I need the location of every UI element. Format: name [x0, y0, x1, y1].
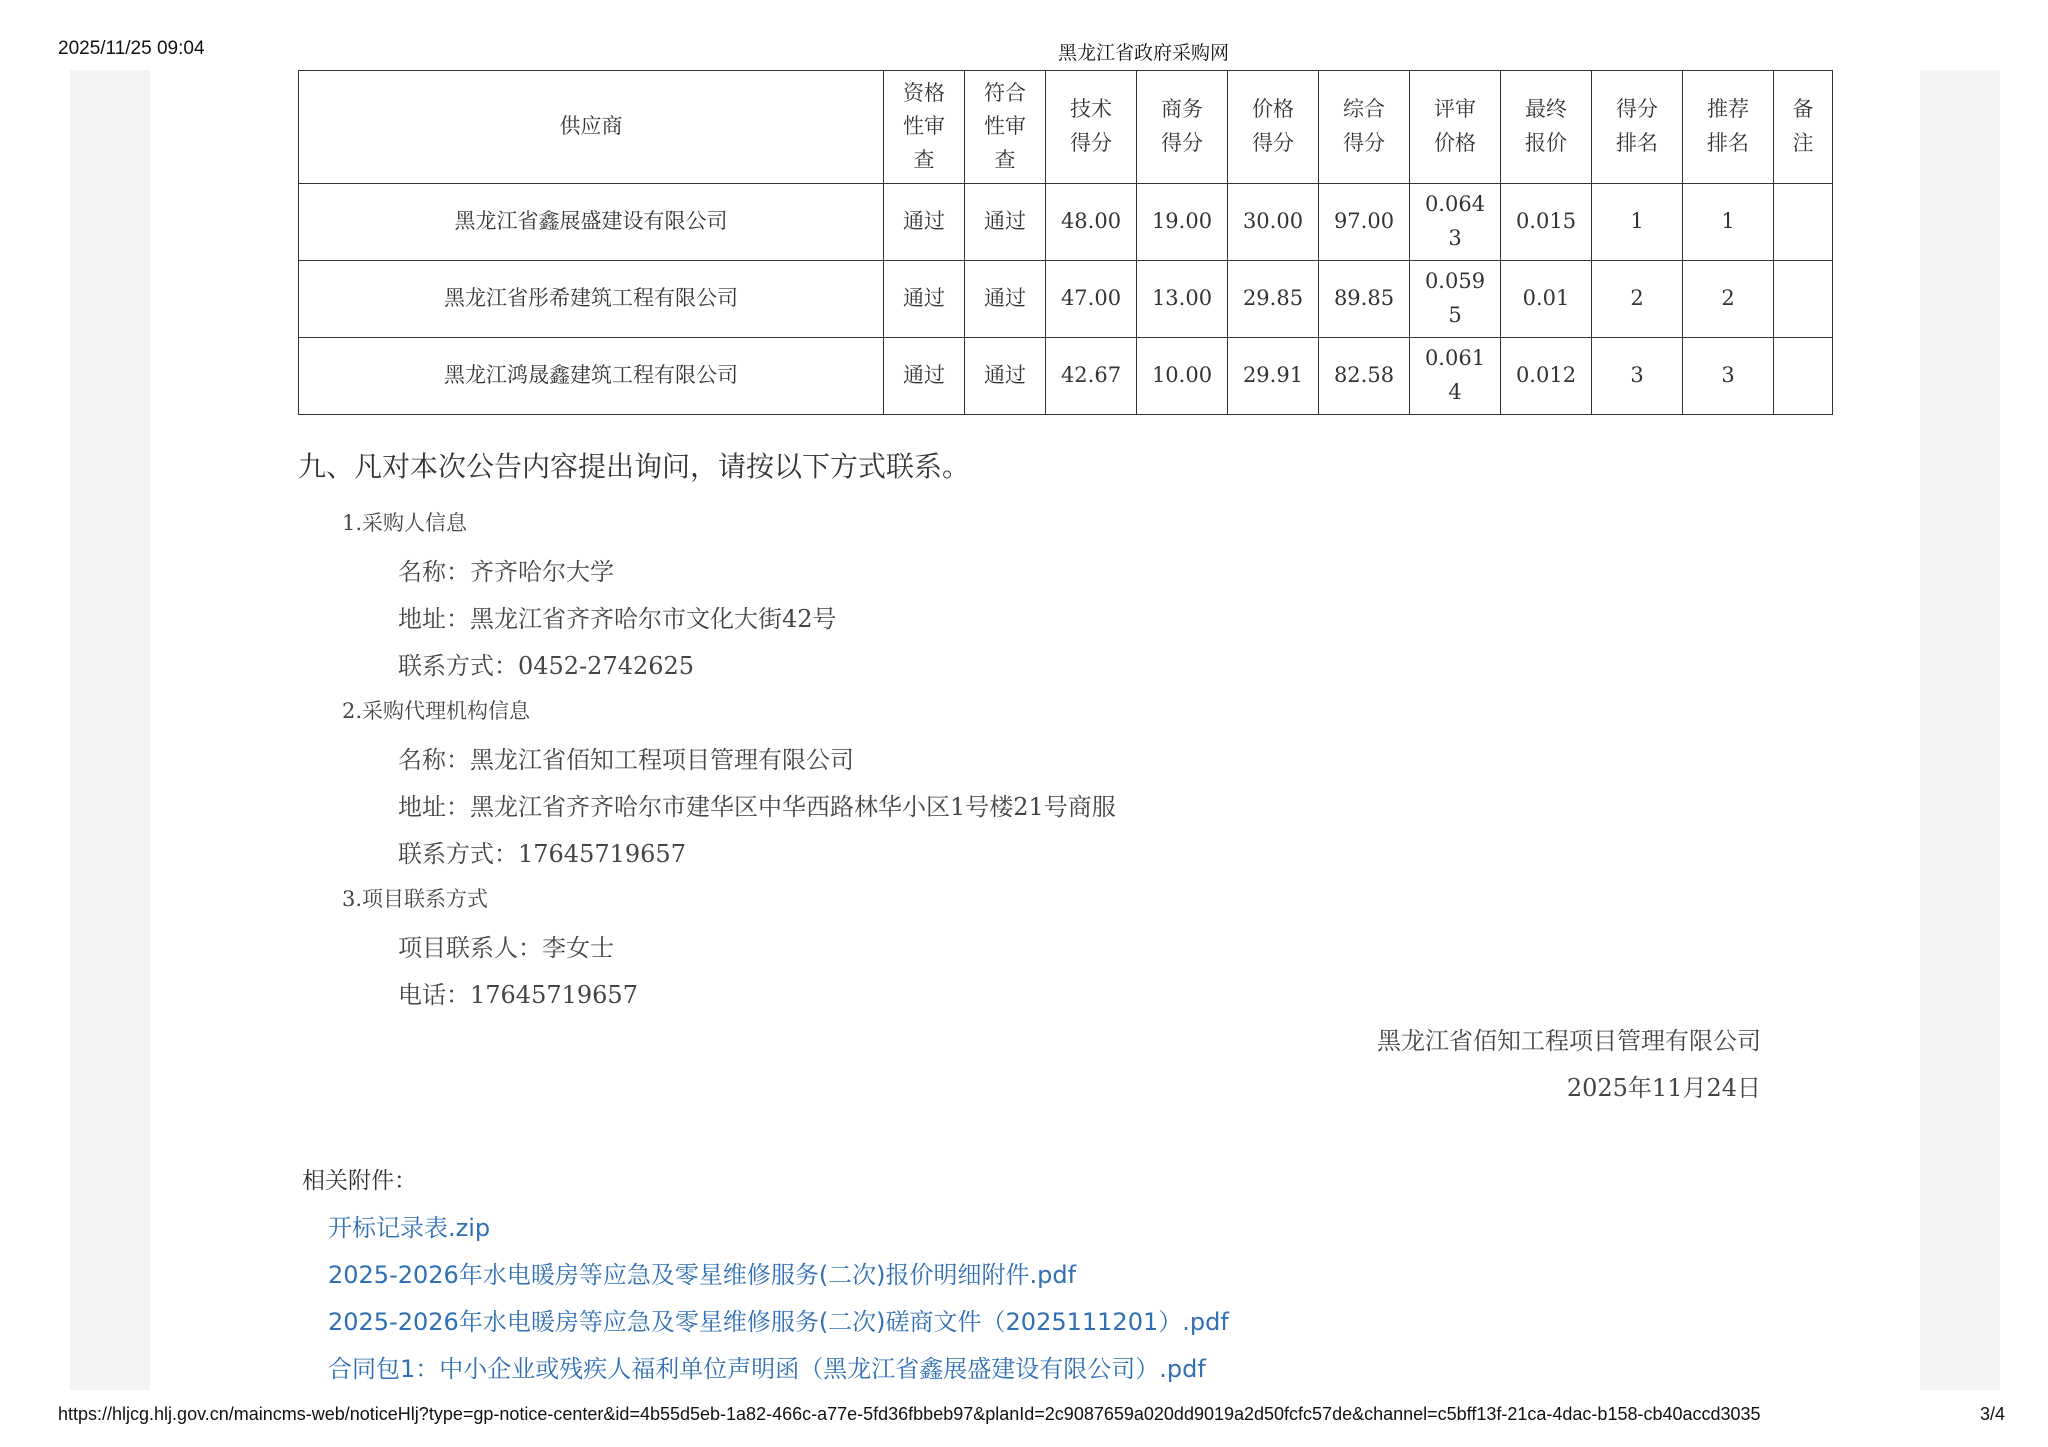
page-margin-left — [70, 70, 150, 1390]
cell-remark — [1774, 184, 1833, 261]
purchaser-address: 地址：黑龙江省齐齐哈尔市文化大街42号 — [398, 605, 837, 633]
cell-business: 19.00 — [1137, 184, 1228, 261]
cell-score-rank: 2 — [1592, 261, 1683, 338]
cell-tech: 42.67 — [1046, 338, 1137, 415]
print-footer-url: https://hljcg.hlj.gov.cn/maincms-web/noticeHlj?type=gp-notice-center&id=4b55d5eb-1a82-466c-a77e-5fd36fbbeb97&planId=2c9087659a020dd9019a2d50fcfc57de&channel=c5bff13f-21ca-4dac-b158-cb40accd3035 — [58, 1404, 1761, 1424]
cell-recommend-rank: 1 — [1683, 184, 1774, 261]
evaluation-result-table — [298, 70, 1833, 415]
cell-supplier: 黑龙江省彤希建筑工程有限公司 — [299, 261, 884, 338]
cell-recommend-rank: 3 — [1683, 338, 1774, 415]
cell-price: 29.85 — [1228, 261, 1319, 338]
header-supplier: 供应商 — [299, 71, 884, 184]
cell-tech: 48.00 — [1046, 184, 1137, 261]
table-row — [299, 338, 1833, 415]
header-score-rank: 得分 排名 — [1592, 71, 1683, 184]
print-page-number: 3/4 — [1980, 1404, 2006, 1424]
project-contact-person: 项目联系人：李女士 — [398, 934, 614, 962]
agency-name: 名称：黑龙江省佰知工程项目管理有限公司 — [398, 746, 854, 774]
header-compliance: 符合 性审 查 — [965, 71, 1046, 184]
project-heading: 3.项目联系方式 — [342, 887, 489, 911]
agency-address: 地址：黑龙江省齐齐哈尔市建华区中华西路林华小区1号楼21号商服 — [398, 793, 1116, 821]
cell-score-rank: 1 — [1592, 184, 1683, 261]
cell-total: 97.00 — [1319, 184, 1410, 261]
cell-total: 82.58 — [1319, 338, 1410, 415]
cell-business: 13.00 — [1137, 261, 1228, 338]
signature-company: 黑龙江省佰知工程项目管理有限公司 — [1377, 1027, 1761, 1055]
attachment-link[interactable]: 合同包1：中小企业或残疾人福利单位声明函（黑龙江省鑫展盛建设有限公司）.pdf — [328, 1355, 1206, 1383]
contact-section-title: 九、凡对本次公告内容提出询问，请按以下方式联系。 — [298, 450, 971, 483]
purchaser-phone: 联系方式：0452-2742625 — [398, 652, 695, 680]
header-review-price: 评审 价格 — [1410, 71, 1501, 184]
cell-score-rank: 3 — [1592, 338, 1683, 415]
cell-compliance: 通过 — [965, 261, 1046, 338]
cell-review-price: 0.061 4 — [1410, 338, 1501, 415]
cell-supplier: 黑龙江省鑫展盛建设有限公司 — [299, 184, 884, 261]
print-site-title: 黑龙江省政府采购网 — [1058, 42, 1230, 64]
cell-price: 30.00 — [1228, 184, 1319, 261]
cell-total: 89.85 — [1319, 261, 1410, 338]
agency-phone: 联系方式：17645719657 — [398, 840, 686, 868]
cell-compliance: 通过 — [965, 338, 1046, 415]
table-header-row — [299, 71, 1833, 184]
header-tech: 技术 得分 — [1046, 71, 1137, 184]
cell-review-price: 0.059 5 — [1410, 261, 1501, 338]
cell-final-quote: 0.01 — [1501, 261, 1592, 338]
table-row — [299, 184, 1833, 261]
cell-supplier: 黑龙江鸿晟鑫建筑工程有限公司 — [299, 338, 884, 415]
cell-compliance: 通过 — [965, 184, 1046, 261]
header-qualification: 资格 性审 查 — [884, 71, 965, 184]
cell-tech: 47.00 — [1046, 261, 1137, 338]
purchaser-heading: 1.采购人信息 — [342, 511, 468, 535]
project-phone: 电话：17645719657 — [398, 981, 638, 1009]
cell-final-quote: 0.015 — [1501, 184, 1592, 261]
header-business: 商务 得分 — [1137, 71, 1228, 184]
agency-heading: 2.采购代理机构信息 — [342, 699, 531, 723]
purchaser-name: 名称：齐齐哈尔大学 — [398, 558, 614, 586]
cell-remark — [1774, 261, 1833, 338]
page-margin-right — [1920, 70, 2000, 1390]
header-final-quote: 最终 报价 — [1501, 71, 1592, 184]
header-remark: 备 注 — [1774, 71, 1833, 184]
cell-final-quote: 0.012 — [1501, 338, 1592, 415]
cell-qualification: 通过 — [884, 338, 965, 415]
table-row — [299, 261, 1833, 338]
cell-business: 10.00 — [1137, 338, 1228, 415]
attachment-link[interactable]: 2025-2026年水电暖房等应急及零星维修服务(二次)磋商文件（2025111201）.pdf — [328, 1308, 1229, 1336]
header-price: 价格 得分 — [1228, 71, 1319, 184]
cell-remark — [1774, 338, 1833, 415]
cell-qualification: 通过 — [884, 184, 965, 261]
header-total: 综合 得分 — [1319, 71, 1410, 184]
attachment-link[interactable]: 开标记录表.zip — [328, 1214, 491, 1242]
attachment-link[interactable]: 2025-2026年水电暖房等应急及零星维修服务(二次)报价明细附件.pdf — [328, 1261, 1077, 1289]
cell-recommend-rank: 2 — [1683, 261, 1774, 338]
attachments-title: 相关附件： — [302, 1168, 417, 1194]
cell-qualification: 通过 — [884, 261, 965, 338]
print-datetime: 2025/11/25 09:04 — [58, 38, 205, 59]
cell-price: 29.91 — [1228, 338, 1319, 415]
header-recommend-rank: 推荐 排名 — [1683, 71, 1774, 184]
cell-review-price: 0.064 3 — [1410, 184, 1501, 261]
signature-date: 2025年11月24日 — [1566, 1074, 1761, 1102]
